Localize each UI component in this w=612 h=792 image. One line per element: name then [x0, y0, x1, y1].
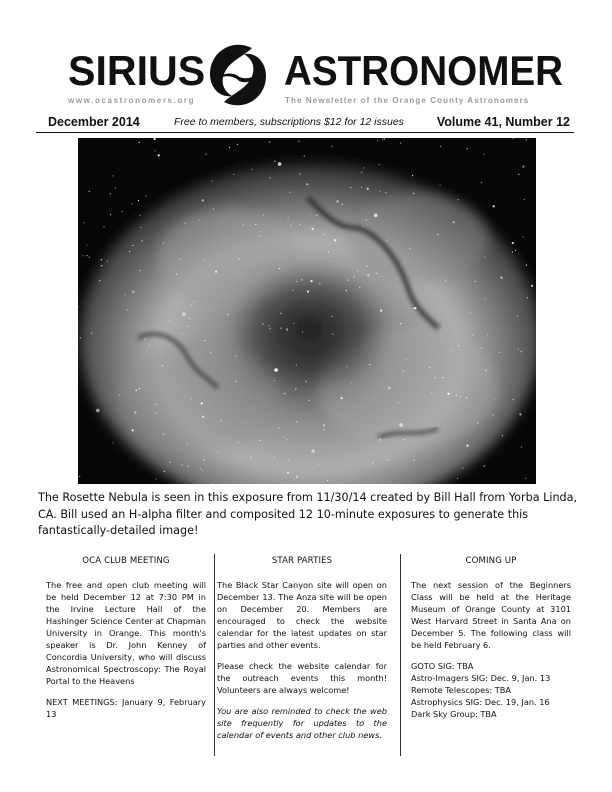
star-dot [274, 368, 278, 372]
star-dot [332, 334, 333, 335]
star-dot [404, 439, 405, 440]
photo-caption: The Rosette Nebula is seen in this exposure from 11/30/14 created by Bill Hall from Yorba Linda, CA. Bill used an H-alpha filter and composited 12 10-minute exposures to generate this fantastically-detailed image! [38, 491, 578, 537]
list-item: Astrophysics SIG: Dec. 19, Jan. 16 [411, 697, 550, 707]
star-dot [99, 280, 100, 281]
star-dot [431, 392, 432, 393]
star-dot [398, 402, 399, 403]
star-dot [384, 138, 385, 139]
star-dot [466, 397, 467, 398]
coming-up-column [411, 556, 571, 720]
star-dot [101, 259, 102, 260]
star-dot [132, 203, 133, 204]
star-dot [359, 287, 360, 288]
star-dot [202, 416, 204, 418]
star-dot [103, 226, 104, 227]
star-parties-text: The Black Star Canyon site will open on December 13. The Anza site will be open on December 20. Members are encouraged to check the website calendar for the latest updates on star parties and other events. [217, 580, 387, 650]
star-dot [400, 323, 401, 324]
star-dot [269, 328, 270, 329]
star-dot [310, 280, 312, 282]
star-dot [305, 381, 306, 382]
club-meeting-text: The free and open club meeting will be held December 12 at 7:30 PM in the Irvine Lecture Hall of the Hashinger Science Center at Chapman University in Orange. This month's speaker is Dr. John Kenney of Concordia University, who will discuss Astronomical Spectroscopy: The Royal Portal to the Heavens [46, 580, 206, 686]
star-dot [347, 280, 348, 281]
star-dot [255, 224, 256, 225]
star-dot [363, 167, 364, 168]
star-dot [437, 234, 438, 235]
star-dot [512, 242, 514, 244]
star-dot [342, 204, 343, 205]
star-dot [327, 480, 328, 481]
star-dot [367, 274, 369, 276]
star-dot [354, 276, 355, 277]
star-dot [279, 268, 280, 269]
star-dot [323, 234, 324, 235]
star-dot [328, 252, 329, 253]
star-dot [367, 188, 369, 190]
star-dot [487, 334, 488, 335]
star-dot [450, 350, 451, 351]
star-dot [238, 442, 239, 443]
star-dot [502, 435, 503, 436]
star-dot [284, 393, 285, 394]
star-dot [380, 310, 382, 312]
star-dot [215, 271, 217, 273]
star-dot [212, 180, 213, 181]
star-dot [140, 270, 141, 271]
star-dot [299, 173, 300, 174]
star-dot [149, 344, 150, 345]
star-dot [86, 255, 87, 256]
star-dot [169, 320, 170, 321]
star-dot [376, 273, 377, 274]
star-dot [484, 465, 485, 466]
star-dot [200, 468, 201, 469]
star-dot [163, 243, 164, 244]
star-dot [269, 177, 270, 178]
star-dot [409, 248, 410, 249]
list-item: Dark Sky Group: TBA [411, 709, 497, 719]
star-dot [379, 191, 380, 192]
star-dot [323, 429, 324, 430]
star-dot [519, 413, 521, 415]
star-dot [185, 223, 186, 224]
star-dot [115, 187, 116, 188]
star-dot [191, 399, 192, 400]
star-dot [319, 464, 320, 465]
star-dot [500, 277, 502, 279]
swirl-logo-icon [202, 40, 274, 110]
star-dot [521, 351, 522, 352]
star-dot [259, 440, 260, 441]
star-dot [274, 380, 275, 381]
star-dot [477, 422, 478, 423]
star-dot [132, 291, 134, 293]
star-dot [274, 456, 275, 457]
star-dot [299, 224, 300, 225]
next-meetings-text: NEXT MEETINGS: January 9, February 13 [46, 697, 206, 719]
star-dot [307, 291, 309, 293]
star-dot [113, 442, 114, 443]
star-dot [198, 219, 199, 220]
star-dot [483, 154, 484, 155]
column-divider [214, 554, 215, 756]
star-dot [290, 224, 291, 225]
star-dot [499, 352, 500, 353]
star-dot [331, 316, 332, 317]
star-dot [262, 324, 263, 325]
star-dot [462, 467, 463, 468]
star-dot [204, 459, 205, 460]
star-dot [158, 154, 160, 156]
star-dot [361, 172, 362, 173]
star-dot [366, 266, 367, 267]
star-dot [280, 313, 281, 314]
star-dot [453, 221, 455, 223]
star-dot [89, 191, 90, 192]
star-dot [518, 174, 519, 175]
star-dot [139, 388, 140, 389]
star-dot [513, 138, 514, 139]
issue-volume: Volume 41, Number 12 [436, 115, 570, 129]
list-item: Remote Telescopes: TBA [411, 685, 512, 695]
star-dot [180, 259, 181, 260]
star-dot [304, 155, 305, 156]
sig-list [411, 660, 571, 720]
star-dot [162, 365, 163, 366]
star-dot [221, 420, 222, 421]
club-meeting-heading: OCA CLUB MEETING [82, 556, 170, 566]
star-dot [119, 394, 120, 395]
star-dot [188, 326, 189, 327]
star-dot [288, 459, 289, 460]
masthead [66, 40, 564, 110]
star-dot [125, 294, 126, 295]
list-item: Astro-Imagers SIG: Dec. 9, Jan. 13 [411, 673, 551, 683]
star-dot [206, 154, 207, 155]
star-dot [380, 438, 381, 439]
club-meeting-column [46, 556, 206, 729]
star-dot [154, 138, 156, 140]
star-dot [132, 429, 134, 431]
issue-date: December 2014 [48, 115, 140, 129]
star-dot [346, 366, 347, 367]
star-dot [301, 279, 302, 280]
star-dot [341, 397, 343, 399]
star-dot [346, 290, 347, 291]
star-dot [447, 393, 449, 395]
star-dot [323, 424, 325, 426]
star-dot [229, 147, 230, 148]
star-dot [278, 428, 279, 429]
star-dot [331, 146, 332, 147]
star-dot [181, 333, 182, 334]
star-dot [79, 476, 80, 477]
masthead-url: www.ocastronomers.org [68, 96, 196, 105]
star-dot [263, 215, 264, 216]
star-dot [316, 215, 317, 216]
star-dot [139, 142, 140, 143]
star-dot [163, 434, 164, 435]
star-dot [493, 415, 494, 416]
star-dot [280, 328, 281, 329]
star-dot [134, 411, 136, 413]
star-dot [372, 462, 373, 463]
star-dot [260, 236, 261, 237]
star-dot [80, 337, 81, 338]
star-dot [156, 404, 157, 405]
star-dot [122, 211, 123, 212]
star-dot [288, 217, 289, 218]
star-dot [366, 219, 367, 220]
star-dot [485, 298, 486, 299]
star-dot [140, 215, 141, 216]
star-dot [132, 245, 133, 246]
star-dot [110, 193, 111, 194]
star-dot [460, 396, 461, 397]
star-dot [429, 367, 430, 368]
star-dot [311, 449, 315, 453]
star-dot [250, 457, 251, 458]
star-dot [213, 209, 214, 210]
star-dot [138, 200, 139, 201]
star-dot [435, 377, 436, 378]
star-dot [298, 141, 299, 142]
star-dot [201, 402, 203, 404]
star-dot [312, 228, 314, 230]
star-dot [289, 192, 290, 193]
star-dot [242, 224, 243, 225]
star-dot [142, 240, 143, 241]
star-dot [494, 398, 495, 399]
star-dot [188, 466, 189, 467]
star-dot [440, 185, 441, 186]
star-dot [413, 193, 414, 194]
star-dot [286, 439, 287, 440]
star-dot [176, 274, 177, 275]
star-dot [456, 395, 457, 396]
star-dot [89, 257, 90, 258]
star-dot [194, 301, 195, 302]
star-dot [127, 309, 128, 310]
star-dot [526, 265, 527, 266]
star-dot [228, 314, 229, 315]
star-dot [350, 382, 351, 383]
star-dot [531, 285, 533, 287]
star-dot [252, 169, 253, 170]
coming-up-heading: COMING UP [465, 556, 517, 566]
issue-bar [36, 114, 574, 133]
star-dot [379, 164, 380, 165]
star-dot [239, 259, 240, 260]
star-dot [269, 141, 270, 142]
star-dot [363, 226, 364, 227]
star-dot [515, 250, 516, 251]
nebula-photo [78, 138, 536, 484]
star-dot [458, 345, 459, 346]
star-dot [145, 195, 146, 196]
list-item: GOTO SIG: TBA [411, 661, 474, 671]
star-dot [164, 471, 165, 472]
star-dot [135, 389, 137, 391]
star-dot [523, 236, 524, 237]
star-dot [484, 257, 485, 258]
star-dot [296, 476, 298, 478]
star-dot [457, 478, 458, 479]
star-dot [357, 270, 358, 271]
star-dot [525, 478, 526, 479]
star-dot [83, 255, 84, 256]
star-dot [306, 183, 308, 185]
star-dot [522, 166, 524, 168]
star-dot [403, 371, 404, 372]
star-dot [210, 352, 211, 353]
star-dot [493, 205, 495, 207]
star-dot [155, 413, 156, 414]
star-dot [235, 356, 236, 357]
star-dot [86, 245, 87, 246]
star-dot [485, 370, 486, 371]
star-dot [182, 464, 183, 465]
star-dot [413, 308, 414, 309]
star-dot [388, 387, 390, 389]
star-dot [112, 175, 113, 176]
star-dot [445, 280, 446, 281]
star-dot [101, 265, 102, 266]
star-dot [334, 239, 336, 241]
star-dot [466, 445, 468, 447]
star-dot [293, 323, 294, 324]
star-dot [287, 472, 289, 474]
star-dot [319, 283, 320, 284]
star-dot [233, 174, 234, 175]
star-parties-heading: STAR PARTIES [271, 556, 333, 566]
star-dot [189, 318, 190, 319]
star-dot [296, 421, 297, 422]
star-dot [140, 227, 141, 228]
website-reminder-text: You are also reminded to check the web site frequently for updates to the calendar of events and other club news. [217, 706, 387, 740]
outreach-text: Please check the website calendar for the outreach events this month! Volunteers are always welcome! [217, 661, 387, 695]
star-dot [336, 200, 338, 202]
star-dot [521, 447, 522, 448]
masthead-tagline: The Newsletter of the Orange County Astronomers [285, 96, 530, 105]
star-dot [155, 478, 156, 479]
star-dot [406, 359, 407, 360]
star-dot [527, 297, 528, 298]
star-dot [385, 192, 386, 193]
star-dot [145, 339, 146, 340]
star-dot [274, 161, 275, 162]
masthead-title-right: ASTRONOMER [284, 47, 564, 94]
column-divider [400, 554, 401, 756]
star-dot [129, 251, 130, 252]
star-dot [268, 325, 269, 326]
star-dot [296, 281, 297, 282]
star-dot [399, 423, 403, 427]
star-dot [440, 146, 441, 147]
star-dot [187, 443, 188, 444]
star-dot [202, 470, 203, 471]
star-dot [204, 259, 205, 260]
star-dot [191, 305, 192, 306]
star-dot [292, 290, 293, 291]
star-dot [107, 261, 108, 262]
star-dot [361, 187, 362, 188]
star-dot [481, 182, 482, 183]
star-dot [382, 139, 383, 140]
star-dot [379, 440, 380, 441]
star-dot [217, 452, 218, 453]
star-dot [524, 199, 525, 200]
star-dot [518, 348, 519, 349]
star-dot [414, 460, 415, 461]
star-dot [350, 187, 351, 188]
star-dot [414, 307, 416, 309]
star-dot [369, 364, 370, 365]
star-dot [412, 175, 413, 176]
star-dot [236, 381, 237, 382]
star-dot [296, 364, 297, 365]
star-dot [513, 399, 514, 400]
star-dot [387, 459, 388, 460]
star-dot [526, 139, 527, 140]
star-dot [182, 312, 186, 316]
star-dot [278, 162, 282, 166]
star-dot [170, 462, 171, 463]
star-dot [237, 144, 238, 145]
star-dot [110, 214, 111, 215]
star-dot [202, 199, 204, 201]
star-dot [442, 377, 443, 378]
star-dot [302, 331, 303, 332]
star-dot [400, 143, 401, 144]
star-dot [481, 348, 482, 349]
star-dot [458, 199, 459, 200]
star-parties-column [217, 556, 387, 750]
star-dot [309, 400, 310, 401]
subscription-note: Free to members, subscriptions $12 for 12 issues [174, 116, 404, 128]
star-dot [386, 240, 387, 241]
star-dot [204, 340, 205, 341]
star-dot [286, 328, 288, 330]
star-dot [472, 335, 473, 336]
star-dot [295, 388, 296, 389]
star-dot [467, 148, 468, 149]
star-dot [96, 409, 100, 413]
star-dot [470, 312, 471, 313]
star-dot [517, 315, 518, 316]
masthead-title-left: SIRIUS [68, 47, 206, 94]
beginners-class-text: The next session of the Beginners Class will be held at the Heritage Museum of Orange County at 3101 West Harvard Street in Santa Ana on December 5. The following class will be held February 6. [411, 580, 571, 650]
star-dot [260, 231, 261, 232]
star-dot [512, 251, 513, 252]
star-dot [155, 150, 156, 151]
star-dot [84, 222, 85, 223]
star-dot [91, 333, 92, 334]
star-dot [284, 436, 285, 437]
star-dot [475, 281, 476, 282]
star-dot [374, 214, 378, 218]
star-dot [377, 140, 378, 141]
